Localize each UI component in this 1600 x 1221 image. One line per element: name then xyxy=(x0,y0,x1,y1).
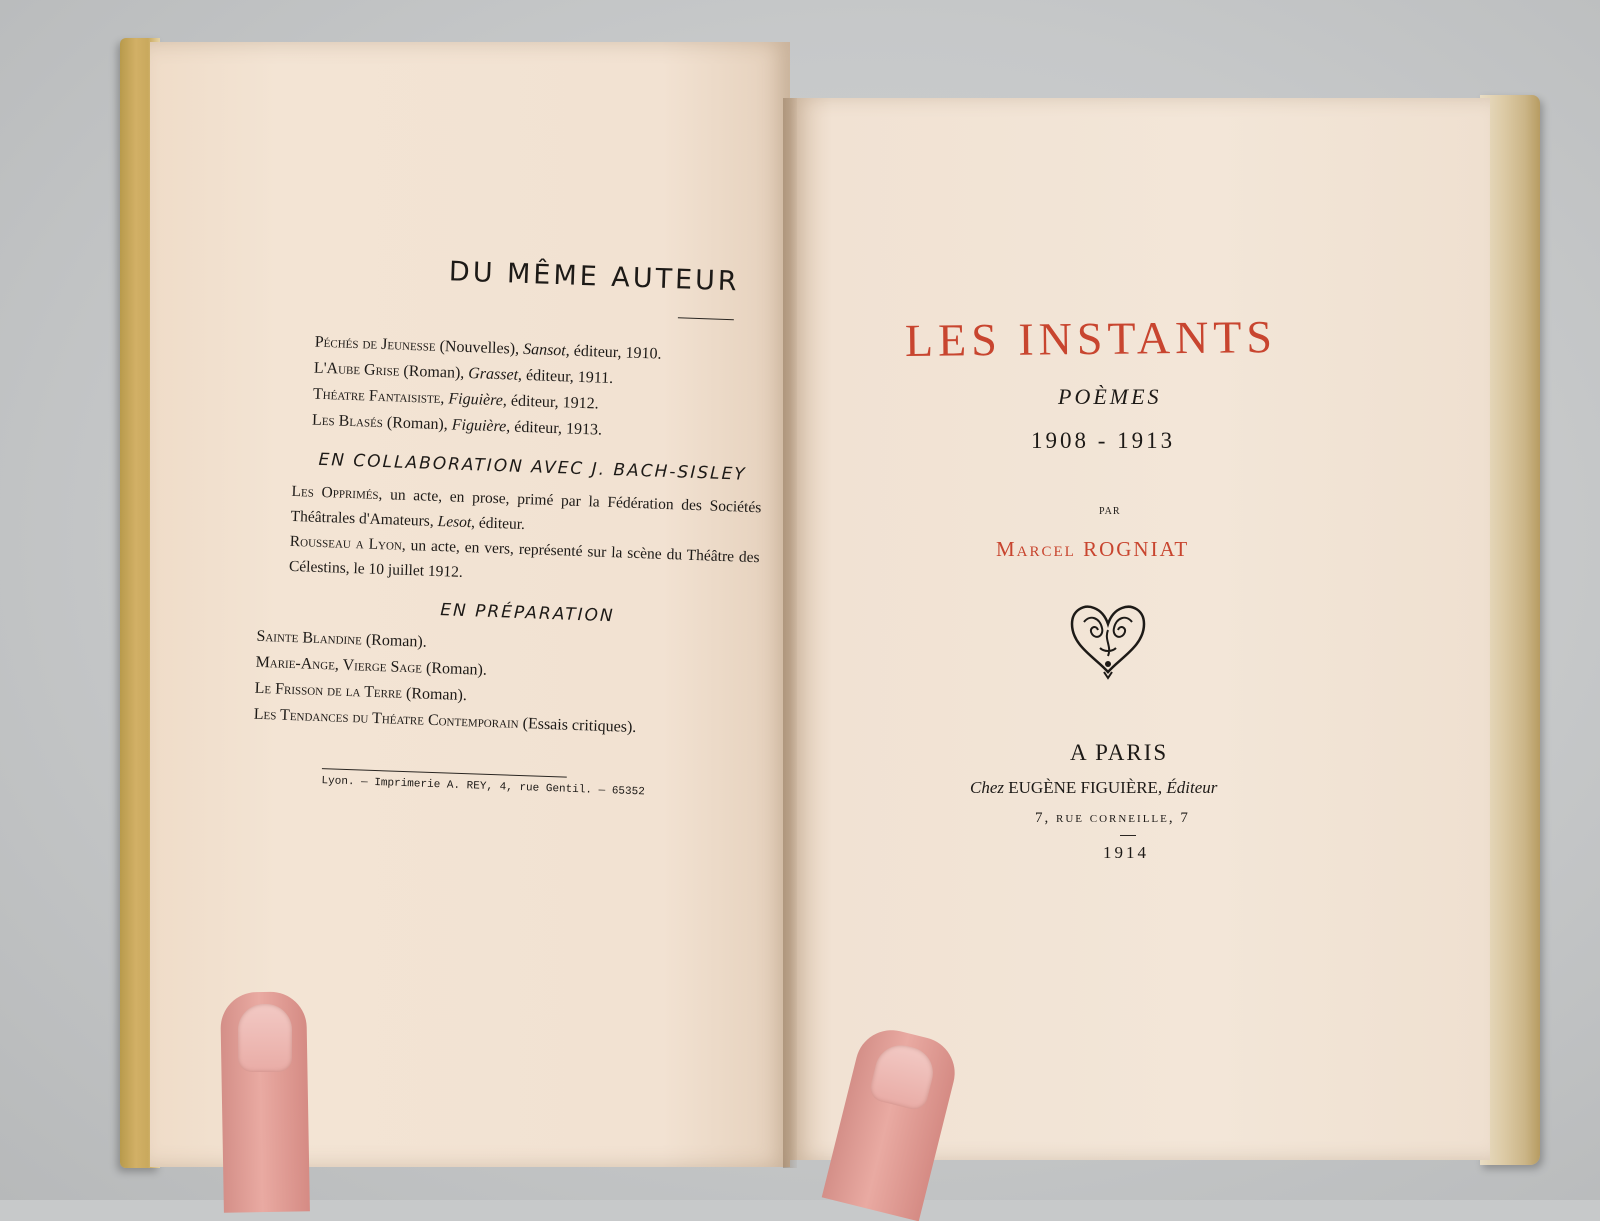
collaboration-heading: EN COLLABORATION AVEC J. BACH-SISLEY xyxy=(318,449,747,485)
prep-item: Les Tendances du Théatre Contemporain (Essais critiques). xyxy=(253,705,637,737)
heading-rule xyxy=(678,317,734,320)
book-gutter xyxy=(783,98,797,1168)
collab-item: Rousseau a Lyon, un acte, en vers, représenté sur la scène du Théâtre des Célestins, le 10 juillet 1912. xyxy=(288,532,760,581)
printer-imprint: Lyon. — Imprimerie A. REY, 4, rue Gentil. — 65352 xyxy=(321,775,645,799)
left-page-text xyxy=(251,250,769,802)
collab-item: Les Opprimés, un acte, en prose, primé par la Fédération des Sociétés Théâtrales d'Amateurs, Lesot, éditeur. xyxy=(290,482,762,534)
publisher-line: Chez EUGÈNE FIGUIÈRE, Éditeur xyxy=(970,778,1218,797)
du-meme-auteur-heading: DU MÊME AUTEUR xyxy=(448,256,741,298)
work-item: Péchés de Jeunesse (Nouvelles), Sansot, éditeur, 1910. xyxy=(314,333,662,363)
work-item: Théatre Fantaisiste, Figuière, éditeur, 1912. xyxy=(312,385,599,413)
work-item: Les Blasés (Roman), Figuière, éditeur, 1913. xyxy=(311,411,603,439)
work-item: L'Aube Grise (Roman), Grasset, éditeur, 1911. xyxy=(313,359,614,388)
publication-city: A PARIS xyxy=(1070,740,1169,765)
collaboration-list xyxy=(289,479,762,595)
prep-item: Sainte Blandine (Roman). xyxy=(256,627,428,651)
author-name: Marcel ROGNIAT xyxy=(996,537,1190,561)
prep-item: Marie-Ange, Vierge Sage (Roman). xyxy=(255,653,488,679)
book-title: LES INSTANTS xyxy=(904,311,1278,366)
preparation-heading: EN PRÉPARATION xyxy=(439,600,615,627)
left-thumbnail xyxy=(238,1004,292,1072)
preparation-list xyxy=(253,624,756,745)
works-list xyxy=(312,330,767,450)
book-subtitle: POÈMES xyxy=(1058,384,1162,409)
publication-year: 1914 xyxy=(1103,843,1149,862)
year-rule xyxy=(1120,835,1136,836)
publisher-address: 7, rue corneille, 7 xyxy=(1035,810,1190,826)
book-years: 1908 - 1913 xyxy=(1031,428,1176,453)
prep-item: Le Frisson de la Terre (Roman). xyxy=(254,679,468,705)
par-label: PAR xyxy=(1099,506,1121,517)
heart-ornament-icon xyxy=(1066,600,1150,680)
